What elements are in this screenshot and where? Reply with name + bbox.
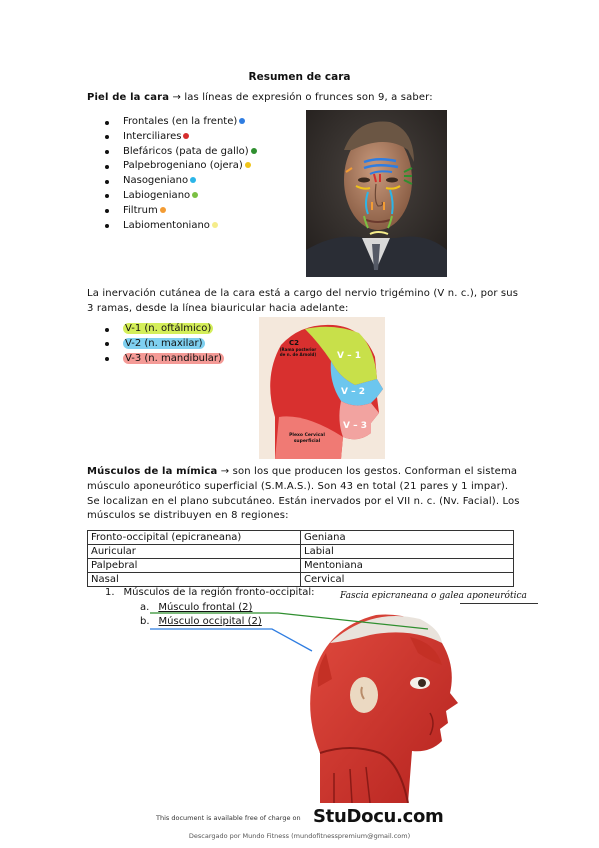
color-dot <box>192 192 198 198</box>
table-row: Palpebral Mentoniana <box>88 559 514 573</box>
trigeminal-branches-list <box>105 322 224 366</box>
list-item: V-2 (n. maxilar) <box>105 337 224 352</box>
innervation-text: La inervación cutánea de la cara está a cargo del nervio trigémino (V n. c.), por sus 3 ramas, desde la línea biauricular hacia adelante: <box>87 288 519 314</box>
color-dot <box>239 118 245 124</box>
v3-label: V – 3 <box>343 421 367 431</box>
color-dot <box>245 162 251 168</box>
face-photo-image <box>306 110 447 277</box>
skin-intro <box>87 91 527 106</box>
page-title: Resumen de cara <box>248 71 351 83</box>
pointer-lines <box>150 605 460 655</box>
plexo-label: Plexo Cervical superficial <box>289 433 325 444</box>
sub-item-occipital: b. Músculo occipital (2) <box>140 616 262 627</box>
muscles-intro <box>87 465 520 524</box>
v1-label: V – 1 <box>337 351 361 361</box>
c2-label: C2 <box>289 339 300 347</box>
list-item: Frontales (en la frente) <box>105 115 257 130</box>
footer-downloaded-text: Descargado por Mundo Fitness (mundofitnesspremium@gmail.com) <box>188 832 411 840</box>
list-item: Palpebrogeniano (ojera) <box>105 159 257 174</box>
color-dot <box>251 148 257 154</box>
list-item: Nasogeniano <box>105 174 257 189</box>
color-dot <box>212 222 218 228</box>
table-row: Auricular Labial <box>88 545 514 559</box>
handwritten-label: Fascia epicraneana o galea aponeurótica <box>340 591 527 601</box>
list-item: Filtrum <box>105 204 257 219</box>
muscles-text: → son los que producen los gestos. Conforman el sistema músculo aponeurótico superficial (S.M.A.S.). Son 43 en total (21 pares y 1 impar). Se localizan en el plano subcutáneo. Están inervados por el VII n. c. (Nv. Facial). Los músculos se distribuyen en 8 regiones: <box>87 466 520 522</box>
numbered-item: 1. Músculos de la región fronto-occipital: <box>105 587 315 598</box>
list-item: Labiomentoniano <box>105 219 257 234</box>
expression-lines-list <box>105 115 257 233</box>
footer-available-text: This document is available free of charge on <box>156 814 301 822</box>
studocu-logo[interactable]: StuDocu.com <box>313 806 444 827</box>
muscles-heading: Músculos de la mímica <box>87 466 218 477</box>
skin-heading: Piel de la cara <box>87 92 170 103</box>
list-item: V-1 (n. oftálmico) <box>105 322 224 337</box>
dermatome-diagram <box>259 317 385 459</box>
color-dot <box>183 133 189 139</box>
table-row: Nasal Cervical <box>88 573 514 587</box>
regions-table <box>87 530 514 587</box>
list-item: Labiogeniano <box>105 189 257 204</box>
table-row: Fronto-occipital (epicraneana) Geniana <box>88 531 514 545</box>
color-dot <box>190 177 196 183</box>
v2-label: V – 2 <box>341 387 365 397</box>
list-item: V-3 (n. mandibular) <box>105 352 224 367</box>
sub-item-frontal: a. Músculo frontal (2) <box>140 602 253 613</box>
color-dot <box>160 207 166 213</box>
skin-intro-text: → las líneas de expresión o frunces son 9, a saber: <box>169 92 433 103</box>
list-item: Interciliares <box>105 130 257 145</box>
c2-sub-label: (Rama posterior de n. de Arnold) <box>279 347 317 357</box>
list-item: Blefáricos (pata de gallo) <box>105 145 257 160</box>
